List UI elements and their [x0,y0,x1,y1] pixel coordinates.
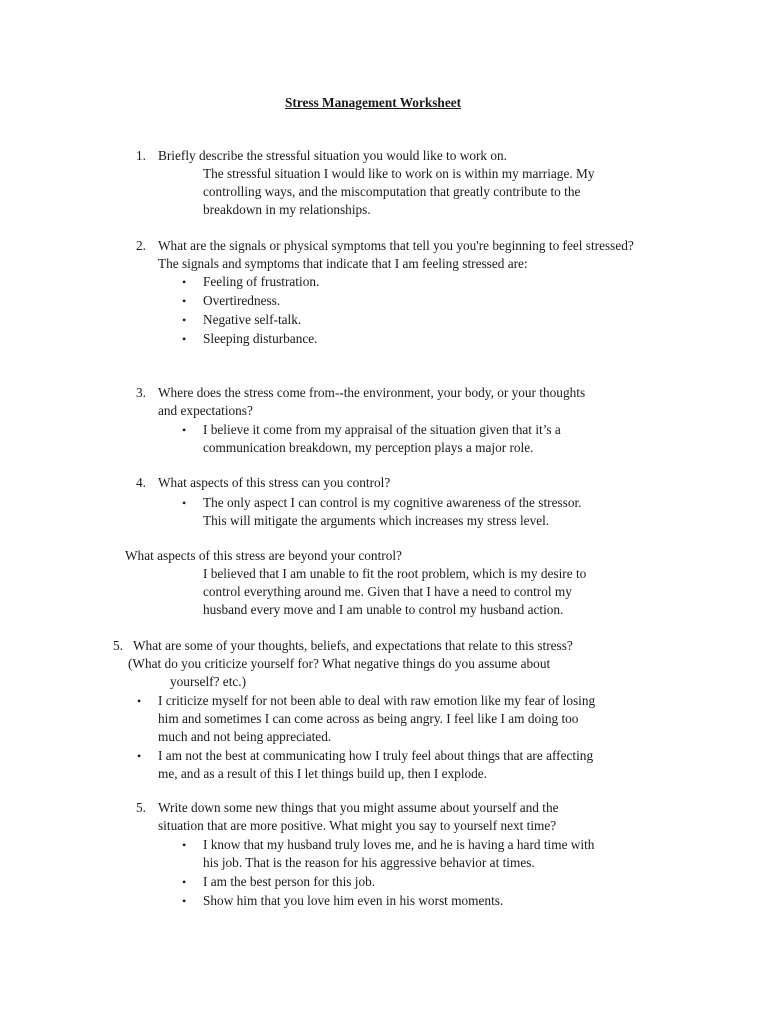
q5b-question-line: Write down some new things that you might assume about yourself and the [158,800,559,815]
q5a-bullet-line: much and not being appreciated. [158,729,332,744]
q5a-number: 5. [113,638,123,653]
q4-number: 4. [136,475,146,490]
bullet-icon: • [182,275,187,289]
q5a-sub-line: yourself? etc.) [170,674,247,689]
q3-number: 3. [136,385,146,400]
q2-intro: The signals and symptoms that indicate that I am feeling stressed are: [158,256,528,271]
q1-answer-line: breakdown in my relationships. [203,202,371,217]
q3-question-line: and expectations? [158,403,253,418]
bullet-icon: • [182,894,187,908]
q5b-question-line: situation that are more positive. What might you say to yourself next time? [158,818,557,833]
bullet-icon: • [182,294,187,308]
q4-answer-line: This will mitigate the arguments which increases my stress level. [203,513,550,528]
q1-answer-line: controlling ways, and the miscomputation that greatly contribute to the [203,184,581,199]
q3-answer-line: I believe it come from my appraisal of the situation given that it’s a [203,422,561,437]
q3-answer-line: communication breakdown, my perception plays a major role. [203,440,534,455]
bullet-icon: • [182,496,187,510]
q5b-bullet-line: I am the best person for this job. [203,874,376,889]
q5b-bullet-line: I know that my husband truly loves me, and he is having a hard time with [203,837,595,852]
q2-item: Sleeping disturbance. [203,331,318,346]
q5a-question: What are some of your thoughts, beliefs, and expectations that relate to this stress? [133,638,573,653]
q5b-bullet-line: his job. That is the reason for his aggressive behavior at times. [203,855,535,870]
q4-answer-line: The only aspect I can control is my cognitive awareness of the stressor. [203,495,582,510]
q2-item: Negative self-talk. [203,312,302,327]
bullet-icon: • [137,694,142,708]
q5a-bullet-line: him and sometimes I can come across as being angry. I feel like I am doing too [158,711,579,726]
page-title: Stress Management Worksheet [285,95,462,110]
beyond-answer-line: I believed that I am unable to fit the root problem, which is my desire to [203,566,587,581]
bullet-icon: • [137,749,142,763]
q2-item: Feeling of frustration. [203,274,320,289]
q4-question: What aspects of this stress can you control? [158,475,391,490]
bullet-icon: • [182,332,187,346]
bullet-icon: • [182,423,187,437]
q5a-bullet-line: me, and as a result of this I let things build up, then I explode. [158,766,488,781]
beyond-question: What aspects of this stress are beyond your control? [125,548,402,563]
q2-item: Overtiredness. [203,293,281,308]
q5b-bullet-line: Show him that you love him even in his worst moments. [203,893,504,908]
q2-number: 2. [136,238,146,253]
q3-question-line: Where does the stress come from--the environment, your body, or your thoughts [158,385,586,400]
q2-question: What are the signals or physical symptoms that tell you you're beginning to feel stressed? [158,238,634,253]
q5b-number: 5. [136,800,146,815]
bullet-icon: • [182,313,187,327]
q1-number: 1. [136,148,146,163]
beyond-answer-line: control everything around me. Given that I have a need to control my [203,584,572,599]
bullet-icon: • [182,875,187,889]
bullet-icon: • [182,838,187,852]
q5a-bullet-line: I am not the best at communicating how I truly feel about things that are affecting [158,748,594,763]
q1-answer-line: The stressful situation I would like to work on is within my marriage. My [203,166,595,181]
beyond-answer-line: husband every move and I am unable to control my husband action. [203,602,564,617]
q5a-bullet-line: I criticize myself for not been able to deal with raw emotion like my fear of losing [158,693,596,708]
q1-question: Briefly describe the stressful situation you would like to work on. [158,148,507,163]
q5a-sub-line: (What do you criticize yourself for? What negative things do you assume about [128,656,551,671]
